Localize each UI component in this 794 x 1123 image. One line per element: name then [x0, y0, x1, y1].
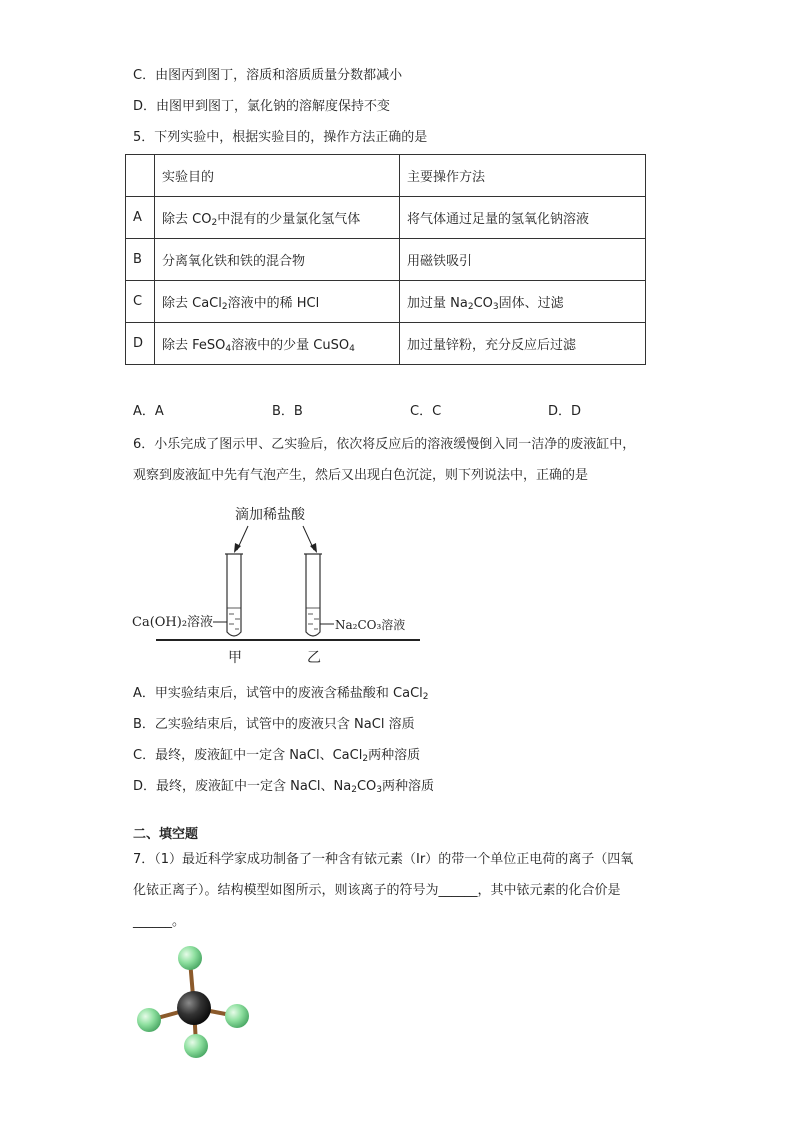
row-label: B: [126, 239, 155, 281]
question-5-stem: 5．下列实验中，根据实验目的，操作方法正确的是: [133, 130, 428, 145]
option-c-line: C．由图丙到图丁，溶质和溶质质量分数都减小: [133, 68, 403, 83]
row-method: 加过量 $Na_2CO_3$固体、过滤: [400, 281, 646, 323]
row-label: A: [126, 197, 155, 239]
tube-a-label: 甲: [228, 650, 242, 666]
question-5-table: [125, 154, 646, 365]
q6-option-c[interactable]: C．最终，废液缸中一定含 NaCl、CaCl$_2$两种溶质: [133, 748, 421, 764]
table-row: [126, 323, 646, 365]
left-solution-label: Ca(OH)₂溶液: [132, 615, 214, 630]
molecule-model: [130, 940, 260, 1065]
row-method: 加过量锌粉，充分反应后过滤: [400, 323, 646, 365]
question-7-line-2: 化铱正离子）。结构模型如图所示，则该离子的符号为______，其中铱元素的化合价是: [133, 883, 621, 898]
q6-option-b[interactable]: B．乙实验结束后，试管中的废液只含 NaCl 溶质: [133, 717, 415, 732]
q5-option-d[interactable]: D．D: [548, 404, 582, 419]
row-goal: 除去 CaCl$_2$溶液中的稀 HCl: [155, 281, 400, 323]
oxygen-atom-bottom: [184, 1034, 208, 1058]
q5-option-a[interactable]: A．A: [133, 404, 164, 419]
oxygen-atom-top: [178, 946, 202, 970]
table-row: [126, 281, 646, 323]
right-solution-label: Na₂CO₃溶液: [335, 618, 406, 632]
row-method: 用磁铁吸引: [400, 239, 646, 281]
question-7-line-3: ______。: [133, 914, 186, 929]
table-row: [126, 239, 646, 281]
row-label: C: [126, 281, 155, 323]
table-header-row: [126, 155, 646, 197]
q5-option-c[interactable]: C．C: [410, 404, 442, 419]
row-goal: 分离氧化铁和铁的混合物: [155, 239, 400, 281]
test-tube-figure: [130, 500, 430, 672]
oxygen-atom-right: [225, 1004, 249, 1028]
q6-option-a[interactable]: A．甲实验结束后，试管中的废液含稀盐酸和 CaCl$_2$: [133, 686, 429, 702]
table-corner-cell: [126, 155, 155, 197]
question-6-line-2: 观察到废液缸中先有气泡产生，然后又出现白色沉淀，则下列说法中，正确的是: [133, 468, 589, 483]
option-d-line: D．由图甲到图丁，氯化钠的溶解度保持不变: [133, 99, 391, 114]
q6-option-d[interactable]: D．最终，废液缸中一定含 NaCl、$Na_2CO_3$两种溶质: [133, 779, 435, 795]
row-goal: 除去 $CO_2$中混有的少量氯化氢气体: [155, 197, 400, 239]
test-tube-a: [225, 554, 243, 636]
question-7-line-1: 7．（1）最近科学家成功制备了一种含有铱元素（Ir）的带一个单位正电荷的离子（四氧: [133, 852, 634, 867]
section-title: 二、填空题: [133, 827, 199, 842]
oxygen-atom-left: [137, 1008, 161, 1032]
row-method: 将气体通过足量的氢氧化钠溶液: [400, 197, 646, 239]
question-6-line-1: 6．小乐完成了图示甲、乙实验后，依次将反应后的溶液缓慢倒入同一洁净的废液缸中，: [133, 437, 636, 452]
test-tube-b: [304, 554, 322, 636]
row-label: D: [126, 323, 155, 365]
figure-top-label: 滴加稀盐酸: [235, 507, 305, 523]
header-goal: 实验目的: [155, 155, 400, 197]
header-method: 主要操作方法: [400, 155, 646, 197]
table-row: [126, 197, 646, 239]
tube-b-label: 乙: [307, 650, 321, 666]
row-goal: 除去 FeSO$_4$溶液中的少量 CuSO$_4$: [155, 323, 400, 365]
q5-option-b[interactable]: B．B: [272, 404, 303, 419]
iridium-atom: [177, 991, 211, 1025]
